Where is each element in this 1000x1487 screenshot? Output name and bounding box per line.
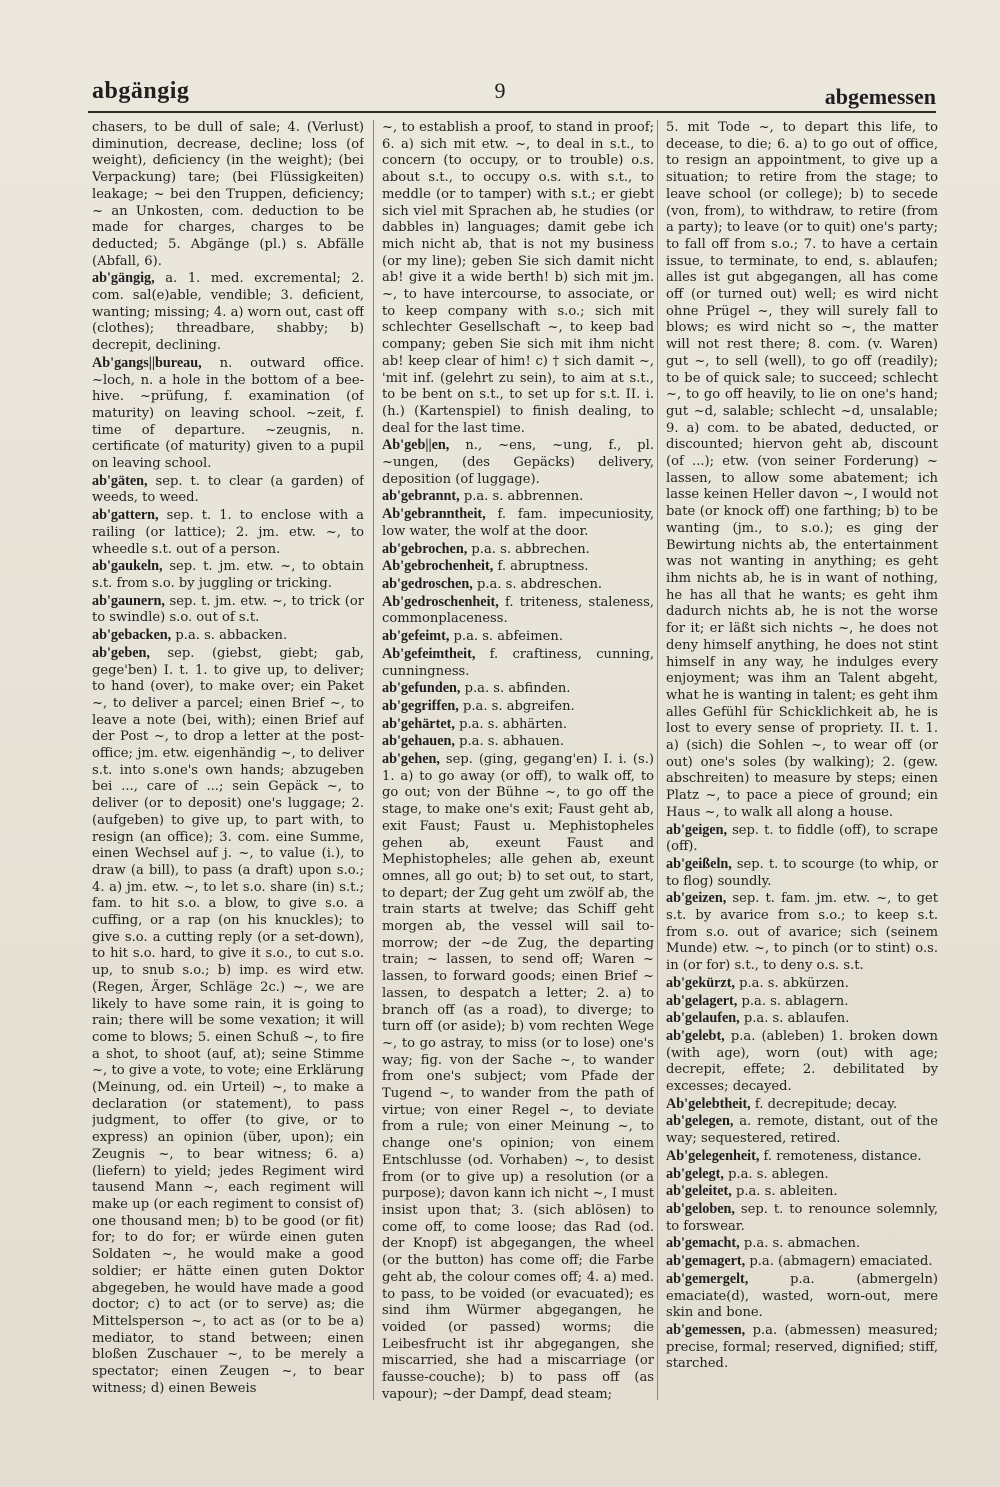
entry-definition: n., ~ens, ~ung, f., pl. ~ungen, (des Gepäcks) delivery, deposition (of luggage). (382, 438, 654, 487)
entry-definition: p.a. s. abgreifen. (458, 698, 575, 714)
entry-headword: Ab'gefeimtheit, (382, 645, 476, 662)
entry-definition: f. triteness, staleness, commonplaceness. (382, 594, 654, 627)
dictionary-entry (92, 355, 364, 473)
entry-definition: sep. t. to scourge (to whip, or to flog) soundly. (666, 856, 938, 889)
dictionary-entry (92, 593, 364, 627)
entry-definition: p.a. s. abfinden. (460, 681, 571, 697)
dictionary-entry (92, 270, 364, 355)
entry-headword: ab'gebacken, (92, 627, 172, 644)
entry-headword: ab'gemessen, (666, 1321, 746, 1338)
entry-definition: sep. t. to clear (a garden) of weeds, to weed. (92, 473, 364, 506)
dictionary-entry (666, 1010, 938, 1028)
entry-definition: sep. t. jm. etw. ~, to trick (or to swindle) s.o. out of s.t. (92, 593, 364, 626)
dictionary-entry (666, 1096, 938, 1114)
dictionary-entry (666, 1028, 938, 1096)
dictionary-entry (382, 628, 654, 646)
entry-headword: ab'gemagert, (666, 1253, 746, 1270)
entry-headword: ab'gehärtet, (382, 715, 455, 732)
dictionary-entry (666, 1201, 938, 1235)
entry-headword: ab'gattern, (92, 507, 159, 524)
entry-definition: p.a. s. ableiten. (731, 1184, 838, 1200)
entry-definition: p.a. (abmergeln) emaciate(d), wasted, worn-out, mere skin and bone. (666, 1271, 938, 1321)
running-head (0, 72, 1000, 112)
entry-headword: ab'geben, (92, 644, 150, 661)
entry-definition: ~, to establish a proof, to stand in proof; 6. a) sich mit etw. ~, to deal in s.t., to concern (to occupy, or to trouble) o.s. about s.t., to occupy o.s. with s.t., to meddle (or to tamper) with s.t.; er giebt sich viel mit Sprachen ab, he studies (or dabbles in) languages; damit gebe ich mich nicht ab, that is not my business (or my line); geben Sie sich damit nicht ab! give it a wide berth! b) sich mit jm. ~, to have intercourse, to associate, or to keep company with s.o.; sich mit schlechter Gesellschaft ~, to keep bad company; geben Sie sich mit ihm nicht ab! keep clear of him! c) † sich damit ~, 'mit inf. (gelehrt zu sein), to aim at s.t., to be bent on s.t., to set up for s.t. II. i. (h.) (Kartenspiel) to finish dealing, to deal for the last time. (382, 120, 654, 436)
entry-headword: ab'gängig, (92, 270, 155, 287)
entry-definition: p.a. s. abdreschen. (472, 576, 603, 592)
page-number: 9 (494, 78, 506, 103)
entry-headword: ab'gaunern, (92, 592, 165, 609)
entry-definition: p.a. s. abbrennen. (459, 489, 584, 505)
dictionary-entry (666, 1235, 938, 1253)
dictionary-entry (92, 473, 364, 507)
entry-headword: ab'gaukeln, (92, 558, 163, 575)
entry-definition: p.a. s. abfeimen. (449, 629, 563, 645)
dictionary-entry (382, 594, 654, 628)
dictionary-entry (666, 856, 938, 890)
entry-headword: Ab'gelegenheit, (666, 1147, 760, 1164)
entry-definition: p.a. s. abkürzen. (734, 975, 849, 991)
entry-definition: p.a. (abmagern) emaciated. (745, 1254, 933, 1270)
entry-headword: ab'gehauen, (382, 733, 455, 750)
entry-headword: ab'gelagert, (666, 992, 738, 1009)
entry-definition: sep. t. fam. jm. etw. ~, to get s.t. by avarice from s.o.; to keep s.t. from s.o. out of avarice; sich (seinem Munde) etw. ~, to pinch (or to stint) o.s. in (or for) s.t., to deny o.s. s.t. (666, 891, 938, 974)
dictionary-entry (92, 627, 364, 645)
dictionary-entry (92, 120, 364, 270)
entry-definition: f. craftiness, cunning, cunningness. (382, 646, 654, 679)
dictionary-entry (666, 1166, 938, 1184)
dictionary-entry (382, 120, 654, 437)
entry-definition: 5. mit Tode ~, to depart this life, to decease, to die; 6. a) to go out of office, to resign an appointment, to give up a situation; to retire from the stage; to leave school (or college); b) to secede (von, from), to withdraw, to retire (from a party); to leave (or to quit) one's party; to fall off from s.o.; 7. to have a certain issue, to terminate, to end, s. ablaufen; alles ist gut abgegangen, all has come off (or turned out) well; es wird nicht ohne Prügel ~, they will surely fall to blows; es wird nicht so ~, the matter will not rest there; 8. com. (v. Waren) gut ~, to sell (well), to go off (readily); to be of quick sale; to succeed; schlecht ~, to go off heavily, to lie on one's hand; gut ~d, salable; schlecht ~d, unsalable; 9. a) com. to be abated, deducted, or discounted; hiervon geht ab, discount (of ...); etw. (von seiner Forderung) ~ lassen, to allow some abatement; ich lasse keinen Heller davon ~, I would not bate (or knock off) one farthing; b) to be wanting (jm., to s.o.); es ging der Bewirtung nichts ab, the entertainment was not wanting in anything; es geht ihm nichts ab, he is in want of nothing, he has all that he wants; es geht ihm dadurch nichts ab, he is not the worse for it; er läßt sich nichts ~, he does not deny himself anything, he does not stint himself in any way, he indulges every enjoyment; was ihm an Talent abgeht, what he is wanting in talent; es geht ihm alles Gefühl für Schicklichkeit ab, he is lost to every sense of propriety. II. t. 1. a) (sich) die Sohlen ~, to wear off (or out) one's soles (by walking); 2. (gew. abschreiten) to measure by steps; einen Platz ~, to pace a piece of ground; ein Haus ~, to walk all along a house. (666, 120, 938, 820)
entry-headword: Ab'gebrochenheit, (382, 558, 494, 575)
dictionary-entry (666, 1271, 938, 1322)
entry-definition: sep. t. 1. to enclose with a railing (or lattice); 2. jm. etw. ~, to wheedle s.t. out of a person. (92, 508, 364, 557)
dictionary-entry (666, 822, 938, 856)
entry-definition: f. abruptness. (493, 559, 589, 575)
entry-headword: ab'geleitet, (666, 1183, 732, 1200)
dictionary-entry (382, 506, 654, 540)
entry-definition: f. fam. impecuniosity, low water, the wolf at the door. (382, 507, 654, 539)
entry-definition: p.a. s. abbrechen. (467, 541, 590, 557)
dictionary-entry (92, 558, 364, 592)
entry-definition: sep. (ging, gegang'en) I. i. (s.) 1. a) to go away (or off), to walk off, to go out; von der Bühne ~, to go off the stage, to make one's exit; Faust geht ab, exit Faust; Faust u. Mephistopheles gehen ab, exeunt Faust and Mephistopheles; alle gehen ab, exeunt omnes, all go out; b) to set out, to start, to depart; der Zug geht um zwölf ab, the train starts at twelve; das Schiff geht morgen ab, the vessel will sail to-morrow; der ~de Zug, the departing train; ~ lassen, to send off; Waren ~ lassen, to forward goods; einen Brief ~ lassen, to despatch a letter; 2. a) to branch off (as a road), to diverge; to turn off (or aside); b) vom rechten Wege ~, to go astray, to miss (or to lose) one's way; fig. von der Sache ~, to wander from one's subject; vom Pfade der Tugend ~, to wander from the path of virtue; von einer Regel ~, to deviate from a rule; von einer Meinung ~, to change one's opinion; von einem Entschlusse (od. Vorhaben) ~, to desist from (or to give up) a resolution (or a purpose); davon kann ich nicht ~, I must insist upon that; 3. (sich ablösen) to come off, to come loose; das Rad (od. der Knopf) ist abgegangen, the wheel (or the button) has come off; die Farbe geht ab, the colour comes off; 4. a) med. to pass, to be voided (or evacuated); es sind ihm Würmer abgegangen, he voided (or passed) worms; die Leibesfrucht ist ihr abgegangen, she miscarried, she had a miscarriage (or fausse-couche); b) to pass off (as vapour); ~der Dampf, dead steam; (382, 752, 654, 1402)
guide-word-left: abgängig (92, 78, 190, 104)
dictionary-entry (382, 716, 654, 734)
entry-definition: p.a. s. abhauen. (454, 734, 565, 750)
column-divider (657, 120, 658, 1400)
dictionary-entry (666, 975, 938, 993)
dictionary-entry (382, 437, 654, 488)
dictionary-entry (92, 507, 364, 558)
entry-headword: ab'geißeln, (666, 855, 732, 872)
dictionary-entry (666, 1322, 938, 1373)
entry-definition: p.a. s. ablegen. (723, 1166, 829, 1182)
entry-headword: ab'gelebt, (666, 1027, 725, 1044)
dictionary-entry (382, 488, 654, 506)
dictionary-entry (92, 645, 364, 1398)
entry-definition: a. remote, distant, out of the way; sequestered, retired. (666, 1114, 938, 1147)
entry-definition: f. decrepitude; decay. (750, 1096, 898, 1112)
guide-word-right: abgemessen (824, 84, 936, 109)
entry-definition: p.a. s. abbacken. (171, 628, 288, 644)
entry-headword: Ab'gedroschenheit, (382, 593, 499, 610)
entry-headword: ab'geloben, (666, 1201, 735, 1217)
entry-headword: Ab'geb||en, (382, 437, 450, 454)
dictionary-entry (666, 1183, 938, 1201)
entry-headword: Ab'gebranntheit, (382, 506, 486, 523)
dictionary-entry (666, 993, 938, 1011)
entry-headword: ab'gebrannt, (382, 488, 460, 505)
dictionary-entry (666, 890, 938, 975)
column-3 (666, 120, 938, 1410)
entry-headword: ab'gemergelt, (666, 1270, 749, 1287)
dictionary-entry (666, 1113, 938, 1147)
column-2 (382, 120, 654, 1410)
entry-definition: p.a. s. ablagern. (737, 993, 849, 1009)
entry-headword: ab'gekürzt, (666, 974, 735, 991)
column-1 (92, 120, 364, 1410)
entry-headword: ab'gegriffen, (382, 697, 459, 714)
entry-headword: ab'gebrochen, (382, 540, 468, 557)
entry-headword: Ab'gangs||bureau, (92, 354, 202, 371)
entry-definition: p.a. s. abhärten. (454, 716, 568, 732)
dictionary-entry (382, 751, 654, 1403)
header-rule (88, 111, 936, 113)
entry-definition: f. remoteness, distance. (759, 1148, 922, 1164)
column-divider (373, 120, 374, 1400)
entry-definition: a. 1. med. excremental; 2. com. sal(e)able, vendible; 3. deficient, wanting; missing; 4. a) worn out, cast off (clothes); threadbare, shabby; b) decrepit, declining. (92, 271, 364, 354)
entry-headword: ab'gefeimt, (382, 628, 450, 645)
entry-definition: sep. t. to fiddle (off), to scrape (off). (666, 822, 938, 855)
entry-headword: ab'gefunden, (382, 680, 461, 697)
dictionary-entry (382, 733, 654, 751)
entry-headword: ab'gelegt, (666, 1165, 724, 1182)
entry-definition: sep. (giebst, giebt; gab, gege'ben) I. t. 1. to give up, to deliver; to hand (over), to make over; ein Paket ~, to deliver a parcel; einen Brief ~, to leave a note (bei, with); einen Brief auf der Post ~, to drop a letter at the post-office; jm. etw. eigenhändig ~, to deliver s.t. into s.one's own hands; abzugeben bei ..., care of ...; sein Gepäck ~, to deliver (or to deposit) one's luggage; 2. (aufgeben) to give up, to part with, to resign (an office); 3. com. eine Summe, einen Wechsel auf j. ~, to value (i.), to draw (a bill), to pass (a draft) upon s.o.; 4. a) jm. etw. ~, to let s.o. share (in) s.t.; fam. to hit s.o. a blow, to give s.o. a cuffing, or a rap (on his knuckles); to give s.o. a cutting reply (or a set-down), to hit s.o. hard, to give it s.o., to cut s.o. up, to snub s.o.; b) imp. es wird etw. (Regen, Ärger, Schläge 2c.) ~, we are likely to have some rain, it is going to rain; there will be some vexation; it will come to blows; 5. einen Schuß ~, to fire a shot, to shoot (auf, at); seine Stimme ~, to give a vote, to vote; eine Erklärung (Meinung, od. ein Urteil) ~, to make a declaration (or statement), to pass judgment, to offer (to give, or to express) an opinion (über, upon); ein Zeugnis ~, to bear witness; 6. a) (liefern) to yield; jedes Regiment wird tausend Mann ~, each regiment will make up (or each regiment to consist of) one thousand men; b) to be good (or fit) for; to do for; er würde einen guten Soldaten ~, he would make a good soldier; er hätte einen guten Doktor abgegeben, he would have made a good doctor; c) to act (or to serve) as; die Mittelsperson ~, to act as (or to be a) mediator, to stand between; einen bloßen Zuschauer ~, to be merely a spectator; einen Zeugen ~, to bear witness; d) einen Beweis (92, 645, 364, 1396)
dictionary-entry (382, 646, 654, 680)
entry-definition: n. outward office. ~loch, n. a hole in the bottom of a bee-hive. ~prüfung, f. examination (of maturity) on leaving school. ~zeit, f. time of departure. ~zeugnis, n. certificate (of maturity) given to a pupil on leaving school. (92, 355, 364, 472)
entry-headword: ab'geigen, (666, 821, 728, 838)
entry-headword: Ab'gelebtheit, (666, 1095, 751, 1112)
entry-definition: p.a. (ableben) 1. broken down (with age), worn (out) with age; decrepit, effete; 2. debilitated by excesses; decayed. (666, 1028, 938, 1095)
dictionary-entry (382, 698, 654, 716)
entry-headword: ab'gedroschen, (382, 575, 473, 592)
entry-definition: sep. t. jm. etw. ~, to obtain s.t. from s.o. by juggling or tricking. (92, 559, 364, 591)
dictionary-entry (382, 541, 654, 559)
entry-definition: p.a. s. abmachen. (739, 1236, 861, 1252)
entry-definition: sep. t. to renounce solemnly, to forswear. (666, 1202, 938, 1234)
dictionary-entry (666, 1253, 938, 1271)
dictionary-entry (382, 558, 654, 576)
dictionary-entry (382, 680, 654, 698)
entry-headword: ab'geizen, (666, 890, 727, 907)
dictionary-entry (666, 1148, 938, 1166)
entry-headword: ab'gelaufen, (666, 1010, 740, 1027)
entry-headword: ab'gelegen, (666, 1113, 734, 1130)
dictionary-entry (666, 120, 938, 822)
entry-headword: ab'gäten, (92, 472, 148, 489)
entry-definition: p.a. (abmessen) measured; precise, formal; reserved, dignified; stiff, starched. (666, 1322, 938, 1372)
entry-definition: chasers, to be dull of sale; 4. (Verlust) diminution, decrease, decline; loss (of weight), deficiency (in the weight); (bei Verpackung) tare; (bei Flüssigkeiten) leakage; ~ bei den Truppen, deficiency; ~ an Unkosten, com. deduction to be made for charges, charges to be deducted; 5. Abgänge (pl.) s. Abfälle (Abfall, 6). (92, 120, 364, 269)
entry-definition: p.a. s. ablaufen. (739, 1011, 850, 1027)
entry-headword: ab'gehen, (382, 751, 440, 768)
entry-headword: ab'gemacht, (666, 1235, 740, 1252)
dictionary-entry (382, 576, 654, 594)
